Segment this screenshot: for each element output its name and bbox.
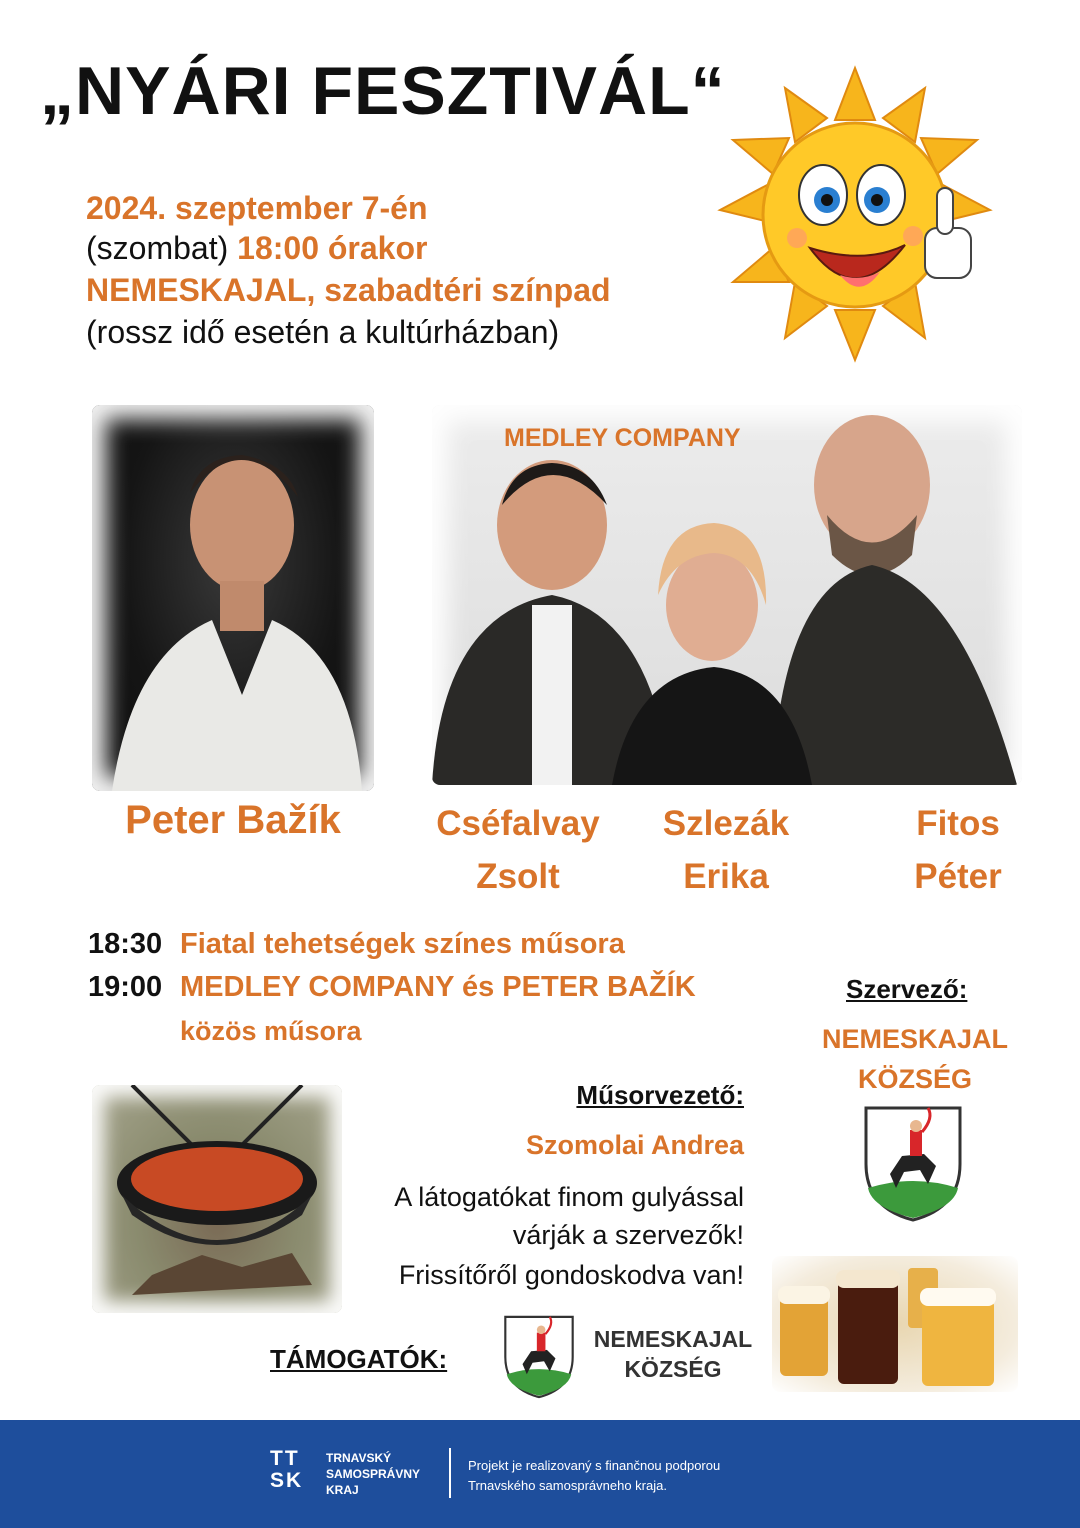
brand-line: KRAJ: [326, 1483, 359, 1497]
footer-brand: [326, 1450, 446, 1498]
member-first-name: Fitos: [916, 804, 1000, 843]
event-date: 2024. szeptember 7-én: [86, 190, 428, 226]
member-first-name: Szlezák: [662, 804, 790, 843]
footer-divider: [449, 1448, 451, 1498]
group-silhouette: [432, 405, 1022, 785]
host-name: Szomolai Andrea: [525, 1130, 744, 1160]
schedule-time: 18:30: [88, 928, 163, 960]
group-label: MEDLEY COMPANY: [504, 424, 741, 452]
poster-title: „NYÁRI FESZTIVÁL“: [40, 53, 726, 129]
solo-performer-name: Peter Bažík: [125, 798, 341, 842]
smiling-sun-illustration: [715, 60, 995, 370]
supporters-label: TÁMOGATÓK:: [270, 1344, 448, 1374]
logo-bottom-letters: SK: [270, 1469, 304, 1492]
supporter-name-line2: KÖZSÉG: [624, 1356, 722, 1382]
event-day: (szombat): [86, 230, 229, 266]
brand-line: TRNAVSKÝ: [326, 1451, 392, 1465]
supporter-name: NEMESKAJAL: [593, 1326, 753, 1352]
nemeskajal-coat-of-arms-icon: [862, 1104, 964, 1224]
schedule-text: Fiatal tehetségek színes műsora: [180, 928, 625, 960]
ttsk-logo: [270, 1448, 318, 1496]
footer-text-line: Projekt je realizovaný s finančnou podporou: [468, 1458, 721, 1473]
peter-bazik-photo: [92, 405, 374, 791]
schedule-text: MEDLEY COMPANY és PETER BAŽÍK: [180, 971, 696, 1003]
brand-line: SAMOSPRÁVNY: [326, 1467, 421, 1481]
schedule-text-continued: közös műsora: [180, 1016, 362, 1046]
host-label: Műsorvezető:: [576, 1080, 744, 1110]
organizer-label: Szervező:: [846, 974, 968, 1004]
organizer-name-line2: KÖZSÉG: [857, 1064, 972, 1094]
beer-mugs-photo: [772, 1256, 1018, 1392]
member-last-name: Péter: [914, 857, 1002, 896]
schedule-time: 19:00: [88, 971, 163, 1003]
cauldron-illustration: [92, 1085, 342, 1313]
member-last-name: Zsolt: [476, 857, 560, 896]
organizer-name: NEMESKAJAL: [821, 1024, 1009, 1054]
note-line: várják a szervezők!: [512, 1220, 744, 1250]
medley-company-photo: [432, 405, 1022, 785]
event-rain-note: (rossz idő esetén a kultúrházban): [86, 314, 560, 350]
footer-funding-text: [468, 1456, 828, 1496]
event-time: 18:00 órakor: [237, 230, 428, 266]
member-last-name: Erika: [683, 857, 769, 896]
note-line: A látogatókat finom gulyással: [394, 1182, 744, 1212]
logo-top-letters: TT: [270, 1447, 300, 1470]
footer-text-line: Trnavského samosprávneho kraja.: [468, 1478, 667, 1493]
goulash-cauldron-photo: [92, 1085, 342, 1313]
event-day-time: [86, 230, 427, 267]
note-line: Frissítőről gondoskodva van!: [398, 1260, 744, 1290]
member-first-name: Cséfalvay: [436, 804, 600, 843]
singer-silhouette: [92, 405, 374, 791]
beer-illustration: [772, 1256, 1018, 1392]
supporter-coat-of-arms-icon: [502, 1314, 576, 1400]
event-place: NEMESKAJAL, szabadtéri színpad: [86, 272, 611, 308]
